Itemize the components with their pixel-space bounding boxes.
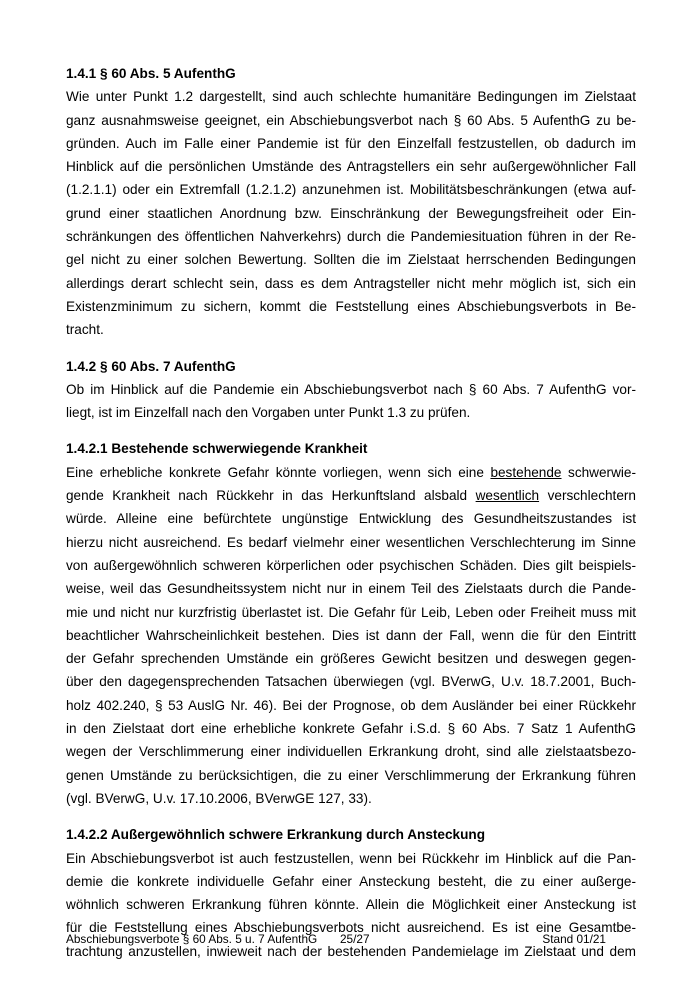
- section-heading: 1.4.1 § 60 Abs. 5 AufenthG: [66, 66, 236, 81]
- footer-status: Stand 01/21: [542, 932, 606, 946]
- underlined-word: bestehende: [490, 464, 562, 480]
- text-line: würde. Alleine eine befürchtete ungünstige Entwicklung des Gesundheitszustandes ist: [66, 511, 636, 527]
- text-line: (1.2.1.1) oder ein Extremfall (1.2.1.2) anzunehmen ist. Mobilitätsbeschränkungen (etwa auf-: [66, 182, 636, 198]
- text-segment: verschlechtern: [539, 488, 636, 504]
- document-body: [66, 62, 636, 963]
- text-line: für die Feststellung eines Abschiebungsverbots nicht ausreichend. Es ist eine Gesamtbe-: [66, 920, 636, 936]
- text-line: grund einer staatlichen Anordnung bzw. Einschränkung der Bewegungsfreiheit oder Ein-: [66, 205, 636, 221]
- text-line: der Gefahr sprechenden Umstände ein größeres Gewicht besitzen und deswegen gegen-: [66, 651, 636, 667]
- text-line: genen Umstände zu berücksichtigen, die zu einer Verschlimmerung der Erkrankung führen: [66, 767, 636, 783]
- footer-title: Abschiebungsverbote § 60 Abs. 5 u. 7 AufenthG: [66, 932, 318, 946]
- text-line: trachtung anzustellen, inwieweit nach der bestehenden Pandemielage im Zielstaat und dem: [66, 943, 636, 959]
- text-line: Ein Abschiebungsverbot ist auch festzustellen, wenn bei Rückkehr im Hinblick auf die Pan-: [66, 850, 636, 866]
- section-1-4-2: [66, 355, 636, 425]
- text-line: demie die konkrete individuelle Gefahr einer Ansteckung besteht, die zu einer außerge-: [66, 873, 636, 889]
- paragraph: [66, 85, 636, 341]
- section-1-4-2-1: [66, 437, 636, 810]
- text-segment: schwerwie-: [561, 464, 637, 480]
- text-line: allerdings derart schlecht sein, dass es dem Antragsteller nicht mehr möglich ist, sich ein: [66, 275, 636, 291]
- text-line: in den Zielstaat dort eine erhebliche konkrete Gefahr i.S.d. § 60 Abs. 7 Satz 1 AufenthG: [66, 721, 636, 737]
- section-heading: 1.4.2.1 Bestehende schwerwiegende Krankheit: [66, 441, 368, 457]
- text-line: [66, 484, 636, 507]
- text-line: wegen der Verschlimmerung einer individuellen Erkrankung droht, sind alle zielstaatsbezo-: [66, 744, 636, 760]
- text-line: über den dagegensprechenden Tatsachen überwiegen (vgl. BVerwG, U.v. 18.7.2001, Buch-: [66, 674, 636, 690]
- paragraph: [66, 378, 636, 425]
- text-line: wöhnlich schweren Erkrankung führen könnte. Allein die Möglichkeit einer Ansteckung ist: [66, 897, 636, 913]
- text-line: Wie unter Punkt 1.2 dargestellt, sind auch schlechte humanitäre Bedingungen im Zielstaat: [66, 89, 636, 105]
- text-line: weise, weil das Gesundheitssystem nicht nur in einem Teil des Zielstaats durch die Pande-: [66, 581, 636, 597]
- page-number: 25/27: [340, 932, 370, 946]
- text-line: holz 402.240, § 53 AuslG Nr. 46). Bei der Prognose, ob dem Ausländer bei einer Rückkehr: [66, 697, 636, 713]
- section-1-4-1: [66, 62, 636, 342]
- section-heading: 1.4.2 § 60 Abs. 7 AufenthG: [66, 358, 236, 374]
- text-line: beachtlicher Wahrscheinlichkeit bestehen. Dies ist dann der Fall, wenn die für den Eintritt: [66, 627, 636, 643]
- text-line: mie und nicht nur kurzfristig überlastet ist. Die Gefahr für Leib, Leben oder Freiheit muss mit: [66, 604, 636, 620]
- text-line: hierzu nicht ausreichend. Es bedarf vielmehr einer wesentlichen Verschlechterung im Sinne: [66, 534, 636, 550]
- text-line: von außergewöhnlich schweren körperlichen oder psychischen Schäden. Dies gilt beispiels-: [66, 557, 636, 573]
- text-line: gründen. Auch im Falle einer Pandemie ist für den Einzelfall festzustellen, ob dadurch im: [66, 135, 636, 151]
- paragraph: [66, 461, 636, 810]
- section-heading: 1.4.2.2 Außergewöhnlich schwere Erkrankung durch Ansteckung: [66, 827, 485, 843]
- text-line: schränkungen des öffentlichen Nahverkehrs) durch die Pandemiesituation führen in der Re-: [66, 229, 636, 245]
- text-segment: Eine erhebliche konkrete Gefahr könnte vorliegen, wenn sich eine: [66, 464, 491, 480]
- page-footer: [66, 932, 636, 952]
- text-line: ganz ausnahmsweise geeignet, ein Abschiebungsverbot nach § 60 Abs. 5 AufenthG zu be-: [66, 112, 636, 128]
- text-line: gel nicht zu einer solchen Bewertung. Sollten die im Zielstaat herrschenden Bedingungen: [66, 252, 636, 268]
- text-line: [66, 461, 636, 484]
- underlined-word: wesentlich: [475, 488, 540, 504]
- text-line: Existenzminimum zu sichern, kommt die Feststellung eines Abschiebungsverbots in Be-: [66, 298, 636, 314]
- text-line: Hinblick auf die persönlichen Umstände des Antragstellers ein sehr außergewöhnlicher Fall: [66, 159, 636, 175]
- text-line: (vgl. BVerwG, U.v. 17.10.2006, BVerwGE 127, 33).: [66, 790, 372, 806]
- text-line: liegt, ist im Einzelfall nach den Vorgaben unter Punkt 1.3 zu prüfen.: [66, 405, 471, 421]
- text-segment: gende Krankheit nach Rückkehr in das Herkunftsland alsbald: [66, 488, 476, 504]
- text-line: Ob im Hinblick auf die Pandemie ein Abschiebungsverbot nach § 60 Abs. 7 AufenthG vor-: [66, 381, 636, 397]
- text-line: tracht.: [66, 322, 104, 338]
